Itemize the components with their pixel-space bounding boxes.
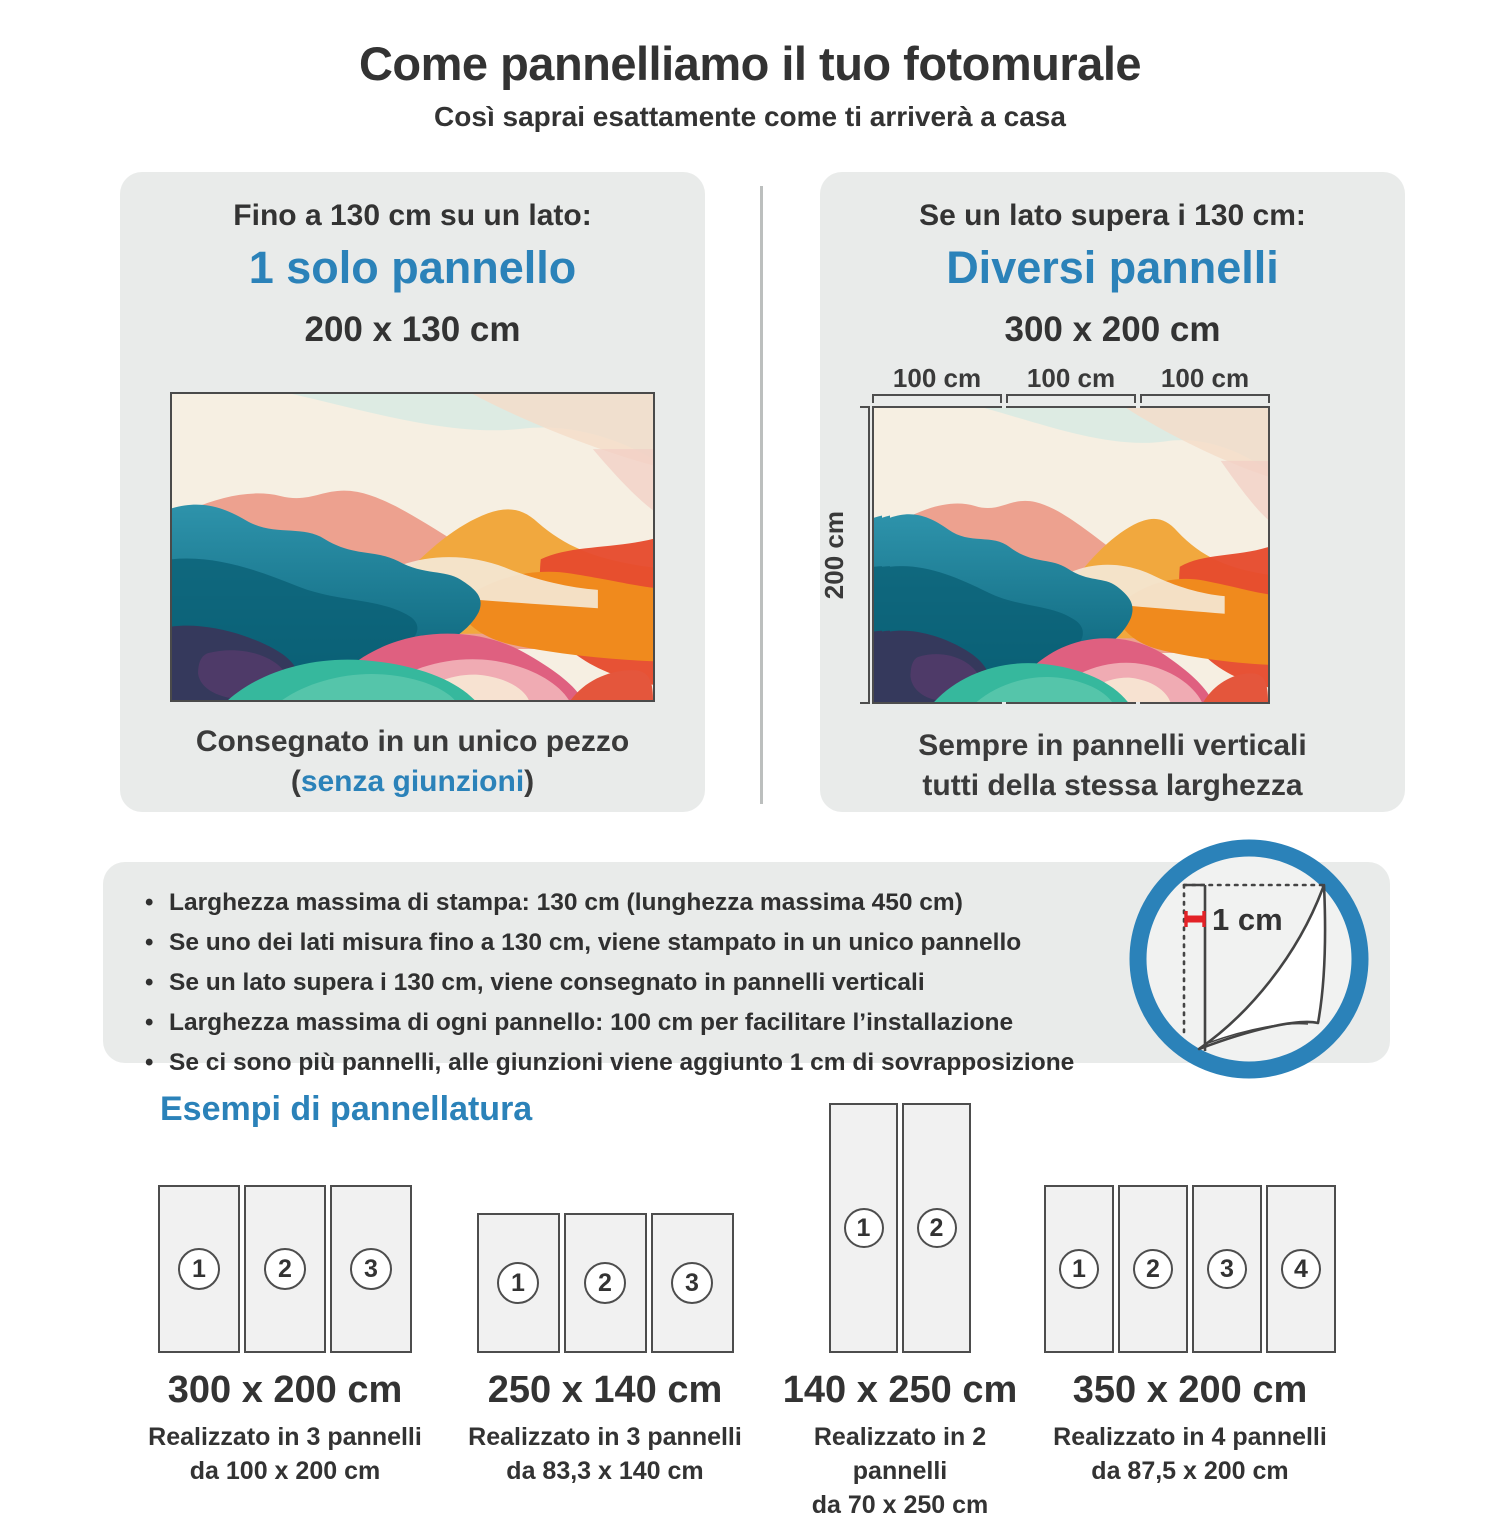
example-size: 350 x 200 cm	[1072, 1369, 1308, 1411]
example-140x250	[770, 1099, 1030, 1522]
example-caption: Realizzato in 3 pannelli da 100 x 200 cm	[148, 1423, 422, 1485]
panel	[651, 1213, 734, 1353]
panel	[477, 1213, 560, 1353]
single-card-caption: Consegnato in un unico pezzo (senza giunzioni)	[195, 725, 630, 798]
panel	[1044, 1185, 1114, 1353]
width-bracket-2	[1006, 394, 1136, 403]
panel-number: 3	[1207, 1249, 1247, 1289]
panel	[1192, 1185, 1262, 1353]
example-350x200	[1030, 1099, 1350, 1522]
cards-divider	[760, 186, 763, 804]
panel	[1266, 1185, 1336, 1353]
width-bracket-1	[872, 394, 1002, 403]
example-panels	[477, 1099, 734, 1353]
mural-panels	[872, 406, 1270, 704]
width-label-2: 100 cm	[1026, 363, 1116, 393]
example-size: 300 x 200 cm	[167, 1369, 403, 1411]
panel	[564, 1213, 647, 1353]
rule-item: • Larghezza massima di stampa: 130 cm (lunghezza massima 450 cm)	[143, 883, 1160, 923]
mural-panel-3	[1140, 406, 1270, 704]
rule-item: • Se un lato supera i 130 cm, viene consegnato in pannelli verticali	[143, 963, 1160, 1003]
rule-item: • Larghezza massima di ogni pannello: 100 cm per facilitare l’installazione	[143, 1003, 1160, 1043]
single-card-highlight: 1 solo pannello	[248, 242, 577, 293]
example-300x200	[130, 1099, 440, 1522]
single-panel-mural-image	[170, 392, 655, 702]
width-label-1: 100 cm	[892, 363, 982, 393]
example-size: 140 x 250 cm	[782, 1369, 1018, 1411]
overlap-ruler-icon	[1128, 838, 1370, 1080]
examples-row	[130, 1099, 1350, 1522]
panel	[1118, 1185, 1188, 1353]
example-caption: Realizzato in 4 pannelli da 87,5 x 200 cm	[1053, 1423, 1327, 1485]
panel	[330, 1185, 412, 1353]
height-label: 200 cm	[818, 510, 849, 600]
single-card-header: Fino a 130 cm su un lato:	[233, 199, 592, 232]
panel-number: 1	[497, 1262, 539, 1304]
panel-number: 2	[264, 1248, 306, 1290]
multi-card-highlight: Diversi pannelli	[946, 242, 1279, 293]
single-card-size: 200 x 130 cm	[304, 310, 521, 349]
panel	[244, 1185, 326, 1353]
example-panels	[829, 1099, 971, 1353]
panel-number: 1	[1059, 1249, 1099, 1289]
panel-split-diagram	[818, 363, 1270, 706]
panel	[902, 1103, 971, 1353]
examples-heading: Esempi di pannellatura	[160, 1090, 533, 1128]
example-caption: Realizzato in 3 pannelli da 83,3 x 140 cm	[468, 1423, 742, 1485]
panel-number: 3	[671, 1262, 713, 1304]
width-bracket-3	[1140, 394, 1270, 403]
example-size: 250 x 140 cm	[487, 1369, 723, 1411]
rule-item: • Se uno dei lati misura fino a 130 cm, viene stampato in un unico pannello	[143, 923, 1160, 963]
panel-number: 2	[584, 1262, 626, 1304]
no-seams-text: senza giunzioni	[300, 765, 525, 798]
panel-number: 3	[350, 1248, 392, 1290]
page-subtitle: Così saprai esattamente come ti arriverà a casa	[434, 101, 1066, 132]
height-bracket	[860, 406, 870, 704]
rules-list	[143, 883, 1160, 1083]
example-250x140	[440, 1099, 770, 1522]
rule-item: • Se ci sono più pannelli, alle giunzioni viene aggiunto 1 cm di sovrapposizione	[143, 1043, 1160, 1083]
single-panel-card	[120, 172, 705, 812]
example-panels	[158, 1099, 412, 1353]
panel-number: 2	[917, 1208, 957, 1248]
width-label-3: 100 cm	[1160, 363, 1250, 393]
panel	[158, 1185, 240, 1353]
panel-number: 4	[1281, 1249, 1321, 1289]
example-caption: Realizzato in 2 pannelli da 70 x 250 cm	[811, 1423, 989, 1519]
panel	[829, 1103, 898, 1353]
panel-number: 2	[1133, 1249, 1173, 1289]
multi-panel-card	[820, 172, 1405, 812]
panel-number: 1	[178, 1248, 220, 1290]
multi-card-caption: Sempre in pannelli verticali tutti della stessa larghezza	[918, 729, 1307, 802]
panel-number: 1	[844, 1208, 884, 1248]
example-panels	[1044, 1099, 1336, 1353]
one-cm-label: 1 cm	[1212, 902, 1283, 937]
page-title: Come pannelliamo il tuo fotomurale	[358, 37, 1142, 90]
multi-card-size: 300 x 200 cm	[1004, 310, 1221, 349]
multi-card-header: Se un lato supera i 130 cm:	[919, 199, 1306, 232]
